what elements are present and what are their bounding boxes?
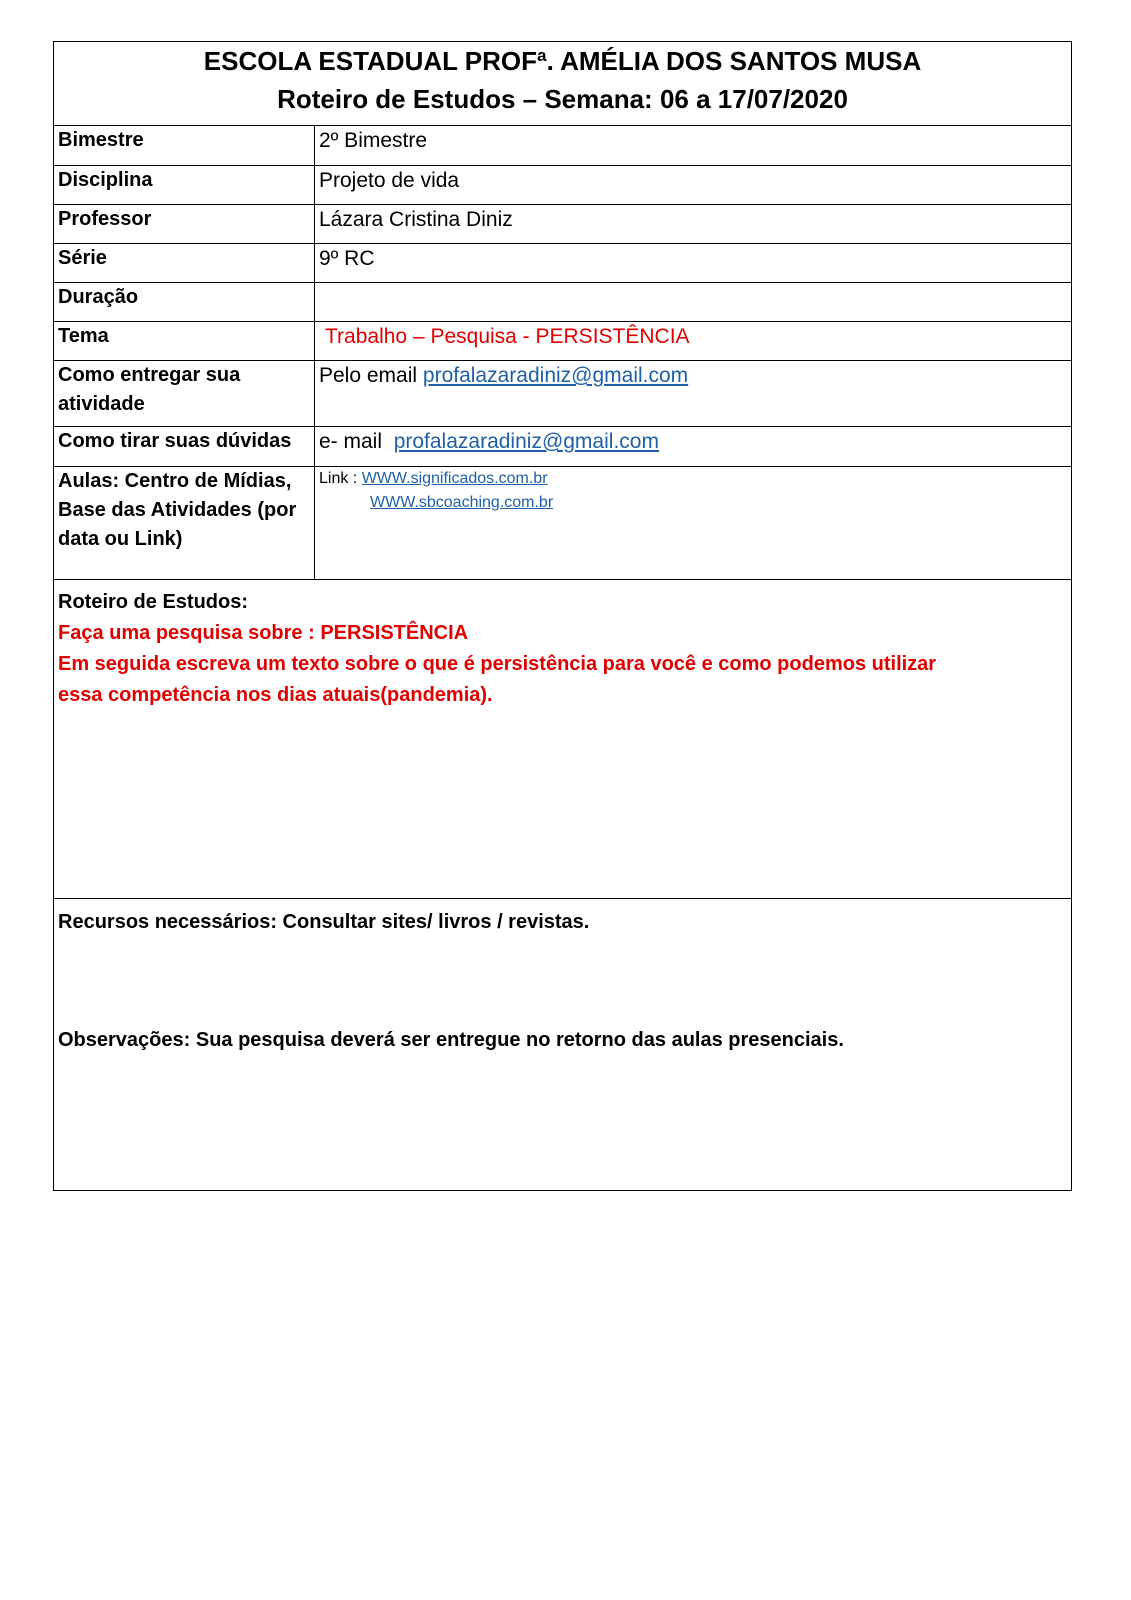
row-bimestre [54, 126, 1072, 166]
roteiro-line-1: Faça uma pesquisa sobre : PERSISTÊNCIA [58, 622, 469, 644]
row-aulas [54, 467, 1072, 580]
aulas-link-significados[interactable]: WWW.significados.com.br [361, 470, 548, 487]
row-duvidas [54, 427, 1072, 467]
aulas-link-sbcoaching[interactable]: WWW.sbcoaching.com.br [370, 494, 554, 511]
label-duracao: Duração [54, 283, 315, 322]
roteiro-title: Roteiro de Estudos: [58, 591, 249, 613]
row-recursos [54, 899, 1072, 1191]
value-disciplina: Projeto de vida [315, 166, 1072, 205]
value-entrega [315, 361, 1072, 427]
value-professor: Lázara Cristina Diniz [315, 205, 1072, 244]
value-tema: Trabalho – Pesquisa - PERSISTÊNCIA [315, 322, 1072, 361]
label-disciplina: Disciplina [54, 166, 315, 205]
label-aulas-line-1: Aulas: Centro de Mídias, [58, 470, 292, 492]
label-professor: Professor [54, 205, 315, 244]
entrega-email-link[interactable]: profalazaradiniz@gmail.com [422, 364, 689, 387]
document-header [54, 42, 1072, 126]
duvidas-email-link[interactable]: profalazaradiniz@gmail.com [393, 430, 659, 453]
school-name: ESCOLA ESTADUAL PROFª. AMÉLIA DOS SANTOS MUSA [203, 46, 922, 76]
row-professor [54, 205, 1072, 244]
duvidas-prefix: e- mail [319, 430, 383, 453]
row-entrega [54, 361, 1072, 427]
value-bimestre: 2º Bimestre [315, 126, 1072, 166]
value-duvidas [315, 427, 1072, 467]
recursos-text: Recursos necessários: Consultar sites/ livros / revistas. [58, 911, 590, 933]
recursos-section [54, 899, 1072, 1191]
roteiro-section [54, 580, 1072, 899]
row-duracao [54, 283, 1072, 322]
label-aulas-line-2: Base das Atividades (por [58, 499, 297, 521]
row-disciplina [54, 166, 1072, 205]
entrega-prefix: Pelo email [319, 364, 418, 387]
value-duracao [315, 283, 1072, 322]
document-subtitle: Roteiro de Estudos – Semana: 06 a 17/07/2020 [277, 84, 848, 114]
aulas-link-prefix: Link : [319, 470, 358, 487]
study-guide-table [53, 41, 1072, 1191]
label-entrega [54, 361, 315, 427]
roteiro-line-2: Em seguida escreva um texto sobre o que é persistência para você e como podemos utilizar [58, 653, 937, 675]
value-serie: 9º RC [315, 244, 1072, 283]
label-bimestre: Bimestre [54, 126, 315, 166]
row-serie [54, 244, 1072, 283]
value-aulas [315, 467, 1072, 580]
label-duvidas: Como tirar suas dúvidas [54, 427, 315, 467]
label-aulas [54, 467, 315, 580]
observacoes-text: Observações: Sua pesquisa deverá ser entregue no retorno das aulas presenciais. [58, 1029, 844, 1051]
label-entrega-line-2: atividade [58, 393, 145, 415]
label-entrega-line-1: Como entregar sua [58, 364, 241, 386]
row-roteiro [54, 580, 1072, 899]
label-tema: Tema [54, 322, 315, 361]
roteiro-line-3: essa competência nos dias atuais(pandemia). [58, 684, 493, 706]
label-serie: Série [54, 244, 315, 283]
study-guide-document [53, 41, 1071, 1191]
row-tema [54, 322, 1072, 361]
label-aulas-line-3: data ou Link) [58, 528, 183, 550]
